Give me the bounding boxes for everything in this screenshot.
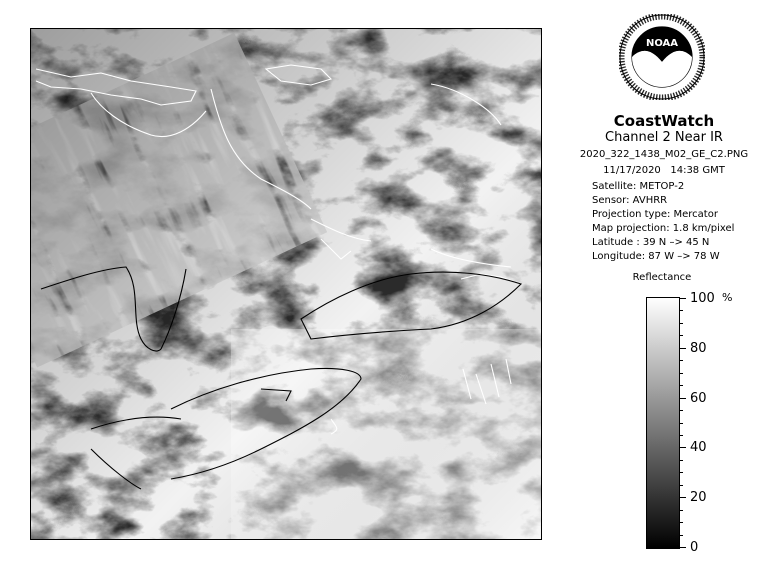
satellite-image	[31, 29, 542, 540]
projection-type-line: Projection type: Mercator	[592, 209, 718, 220]
reflectance-colorbar	[646, 297, 680, 549]
colorbar-minor-tick	[680, 423, 683, 424]
colorbar-tick-label: 100	[690, 291, 715, 306]
legend-unit: %	[722, 291, 733, 304]
colorbar-tick-label: 0	[690, 540, 699, 555]
colorbar-tick	[680, 497, 686, 498]
colorbar-tick	[680, 447, 686, 448]
colorbar-minor-tick	[680, 485, 683, 486]
channel-subtitle: Channel 2 Near IR	[605, 130, 723, 145]
colorbar-minor-tick	[680, 373, 683, 374]
satellite-line: Satellite: METOP-2	[592, 181, 685, 192]
date-label: 11/17/2020	[603, 165, 661, 176]
legend-title: Reflectance	[632, 272, 692, 283]
svg-text:NOAA: NOAA	[645, 38, 679, 49]
colorbar-tick-label: 80	[690, 340, 707, 356]
colorbar-minor-tick	[680, 360, 683, 361]
colorbar-minor-tick	[680, 335, 683, 336]
colorbar-minor-tick	[680, 435, 683, 436]
noaa-seal-icon	[619, 14, 705, 100]
colorbar-minor-tick	[680, 535, 683, 536]
product-title: CoastWatch	[613, 112, 715, 130]
colorbar-tick	[680, 348, 686, 349]
longitude-line: Longitude: 87 W –> 78 W	[592, 251, 720, 262]
map-projection-line: Map projection: 1.8 km/pixel	[592, 223, 735, 234]
colorbar-minor-tick	[680, 510, 683, 511]
colorbar-minor-tick	[680, 460, 683, 461]
filename-label: 2020_322_1438_M02_GE_C2.PNG	[579, 149, 749, 160]
colorbar-minor-tick	[680, 410, 683, 411]
colorbar-tick-label: 20	[690, 490, 707, 506]
colorbar-tick	[680, 547, 686, 548]
colorbar-minor-tick	[680, 323, 683, 324]
colorbar-minor-tick	[680, 310, 683, 311]
colorbar-minor-tick	[680, 385, 683, 386]
time-label: 14:38 GMT	[670, 165, 725, 176]
sensor-line: Sensor: AVHRR	[592, 195, 668, 206]
latitude-line: Latitude : 39 N –> 45 N	[592, 237, 710, 248]
datetime-line	[566, 164, 762, 177]
colorbar-tick	[680, 298, 686, 299]
colorbar-minor-tick	[680, 522, 683, 523]
colorbar-tick	[680, 398, 686, 399]
colorbar-tick-label: 60	[690, 390, 707, 406]
noaa-logo	[619, 14, 705, 100]
satellite-image-map	[30, 28, 542, 540]
colorbar-minor-tick	[680, 472, 683, 473]
colorbar-tick-label: 40	[690, 440, 707, 456]
